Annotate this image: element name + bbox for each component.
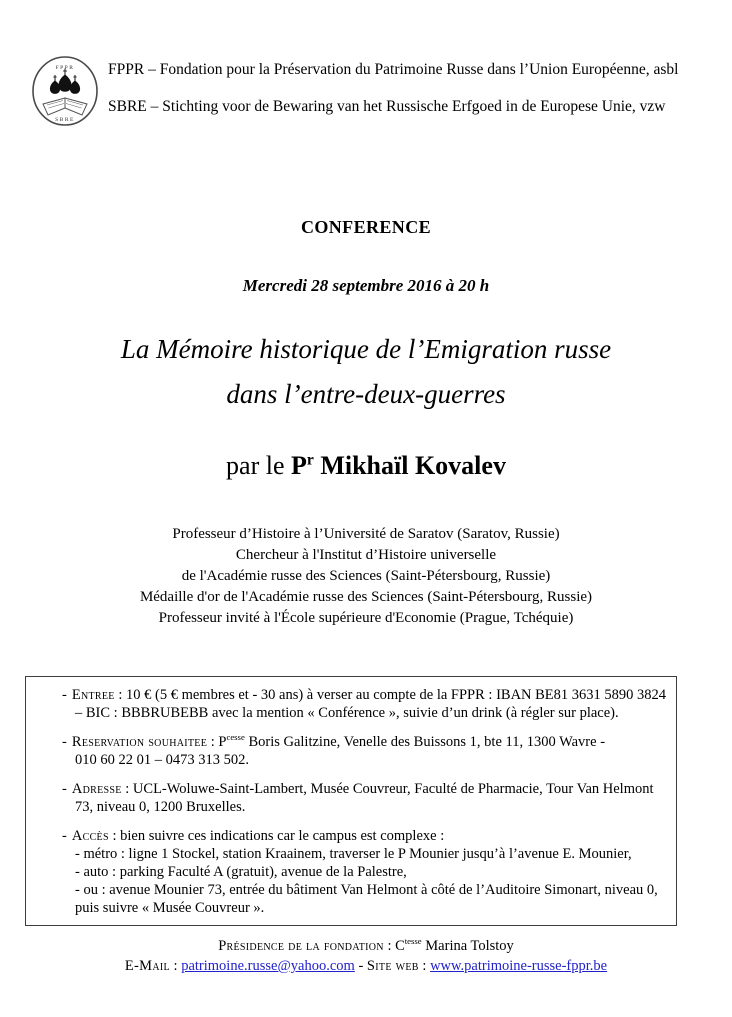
credential-line: de l'Académie russe des Sciences (Saint-Pétersbourg, Russie) xyxy=(181,568,551,584)
credentials-list xyxy=(0,524,732,629)
entree-text: : 10 € (5 € membres et - 30 ans) à verser au compte de la FPPR : IBAN BE81 3631 5890 3824 – BIC : BBBRUBEBB avec la mention « Conférence », suivie d’un drink (à régler sur place). xyxy=(75,687,667,721)
adresse-label: Adresse xyxy=(71,781,122,797)
fppr-logo-icon xyxy=(31,55,99,127)
bullet: - xyxy=(62,781,67,797)
credential-line: Médaille d'or de l'Académie russe des Sciences (Saint-Pétersbourg, Russie) xyxy=(139,589,593,605)
speaker-title-superscript: r xyxy=(306,451,314,469)
speaker-line xyxy=(0,451,732,481)
reservation-phone-line: 010 60 22 01 – 0473 313 502. xyxy=(75,752,249,768)
acces-text: : bien suivre ces indications car le campus est complexe : xyxy=(108,828,445,844)
acces-metro-line: - métro : ligne 1 Stockel, station Kraainem, traverser le P Mounier jusqu’à l’avenue E. Mounier, xyxy=(75,846,632,862)
entry-entree xyxy=(62,686,668,722)
acces-ou-line: - ou : avenue Mounier 73, entrée du bâtiment Van Helmont à côté de l’Auditoire Simonart, niveau 0, xyxy=(75,882,658,898)
credential-line: Professeur d’Histoire à l’Université de Saratov (Saratov, Russie) xyxy=(172,526,560,542)
bullet: - xyxy=(62,734,67,750)
logo-bottom-text: SBRE xyxy=(55,117,75,123)
reservation-superscript: cesse xyxy=(226,732,245,743)
presidence-label: Présidence de la fondation xyxy=(218,938,384,954)
event-datetime: Mercredi 28 septembre 2016 à 20 h xyxy=(242,276,490,295)
credential-line: Professeur invité à l'École supérieure d'Economie (Prague, Tchéquie) xyxy=(158,610,574,626)
email-label: E-Mail xyxy=(124,958,170,974)
acces-auto-line: - auto : parking Faculté A (gratuit), avenue de la Palestre, xyxy=(75,864,407,880)
email-sep: : xyxy=(169,958,182,974)
speaker-title: P xyxy=(291,451,307,480)
separator-dash: - xyxy=(354,958,367,974)
reservation-text: Boris Galitzine, Venelle des Buissons 1, bte 11, 1300 Wavre - xyxy=(244,734,606,750)
adresse-text: : UCL-Woluwe-Saint-Lambert, Musée Couvreur, Faculté de Pharmacie, Tour Van Helmont 73, niveau 0, 1200 Bruxelles. xyxy=(75,781,654,815)
bullet: - xyxy=(62,828,67,844)
speaker-prefix: par le xyxy=(226,451,292,480)
org-line-sbre: SBRE – Stichting voor de Bewaring van het Russische Erfgoed in de Europese Unie, vzw xyxy=(108,98,666,115)
email-link[interactable]: patrimoine.russe@yahoo.com xyxy=(181,958,355,974)
info-box xyxy=(25,676,677,926)
entry-adresse xyxy=(62,780,668,816)
site-sep: : xyxy=(418,958,431,974)
presidence-line xyxy=(0,936,732,956)
entry-acces xyxy=(62,827,668,917)
event-title-line1: La Mémoire historique de l’Emigration russe xyxy=(120,334,612,364)
org-header xyxy=(31,55,714,127)
credential-line: Chercheur à l'Institut d’Histoire universelle xyxy=(235,547,497,563)
entree-label: Entree xyxy=(71,687,115,703)
conference-heading: CONFERENCE xyxy=(300,217,431,237)
contact-line xyxy=(0,956,732,976)
entry-reservation xyxy=(62,733,668,769)
fppr-logo xyxy=(31,55,99,127)
logo-top-text: FPPR xyxy=(55,65,75,71)
bullet: - xyxy=(62,687,67,703)
speaker-name: Mikhaïl Kovalev xyxy=(313,451,506,480)
page-footer xyxy=(0,936,732,976)
acces-label: Accès xyxy=(71,828,109,844)
presidence-superscript: tesse xyxy=(404,936,422,947)
site-link[interactable]: www.patrimoine-russe-fppr.be xyxy=(430,958,608,974)
event-title-line2: dans l’entre-deux-guerres xyxy=(226,379,506,409)
presidente-name: Marina Tolstoy xyxy=(421,938,514,954)
org-line-fppr: FPPR – Fondation pour la Préservation du Patrimoine Russe dans l’Union Européenne, asbl xyxy=(108,61,679,78)
reservation-presup: : P xyxy=(207,734,227,750)
org-name-lines xyxy=(108,55,678,117)
acces-suite-line: puis suivre « Musée Couvreur ». xyxy=(75,900,265,916)
presidence-sep: : C xyxy=(383,938,405,954)
site-label: Site web xyxy=(366,958,419,974)
event-title xyxy=(0,327,732,417)
reservation-label: Reservation souhaitee xyxy=(71,734,208,750)
